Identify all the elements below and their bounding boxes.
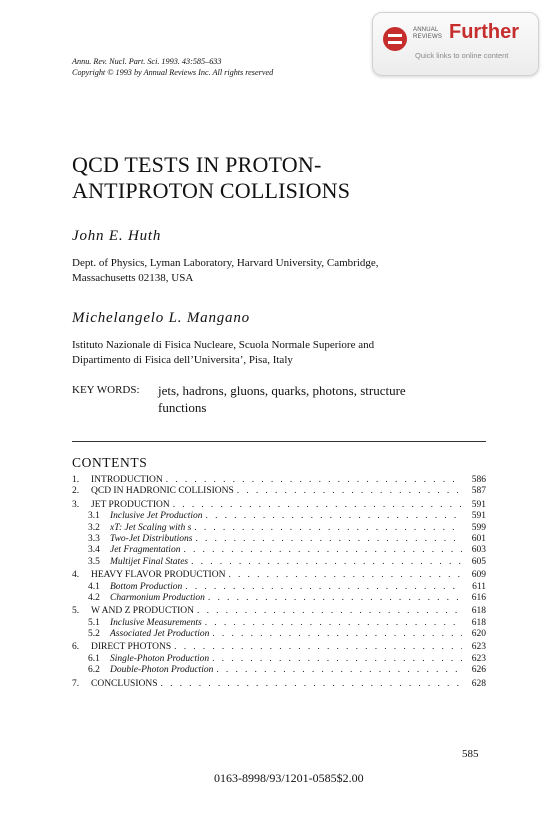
- toc-item-label: INTRODUCTION: [91, 475, 163, 485]
- toc-item-number: 5.2: [88, 629, 100, 640]
- toc-item-label: Associated Jet Production: [110, 629, 210, 640]
- toc-item-number: 4.1: [88, 581, 100, 592]
- toc-item-page: 591: [471, 499, 486, 510]
- further-badge[interactable]: [372, 12, 539, 76]
- toc-section-item[interactable]: [72, 606, 486, 617]
- toc-item-number: 6.1: [88, 653, 100, 664]
- toc-leader-dots: [195, 534, 462, 545]
- toc-leader-dots: [212, 654, 462, 665]
- table-of-contents: [72, 475, 486, 690]
- toc-item-number: 3.: [72, 499, 80, 510]
- toc-leader-dots: [185, 582, 462, 593]
- toc-leader-dots: [166, 475, 462, 486]
- toc-leader-dots: [174, 642, 462, 653]
- keywords-line: jets, hadrons, gluons, quarks, photons, structure: [158, 383, 406, 398]
- author-name-2: Michelangelo L. Mangano: [72, 310, 250, 326]
- toc-item-label: Charmonium Production: [110, 592, 205, 603]
- toc-item-number: 3.5: [88, 556, 100, 567]
- toc-item-page: 618: [471, 606, 486, 617]
- affiliation-line: Dipartimento di Fisica dell’Universita’, Pisa, Italy: [72, 354, 293, 366]
- affiliation-line: Istituto Nazionale di Fisica Nucleare, Scuola Normale Superiore and: [72, 339, 375, 351]
- toc-subsection-item[interactable]: [72, 557, 486, 568]
- toc-item-label: Two-Jet Distributions: [110, 533, 193, 544]
- author-affiliation-2: [72, 338, 374, 368]
- toc-section-item[interactable]: [72, 642, 486, 653]
- toc-leader-dots: [191, 557, 462, 568]
- toc-leader-dots: [212, 629, 462, 640]
- keywords-text: [158, 382, 468, 416]
- toc-leader-dots: [206, 511, 462, 522]
- toc-item-page: 601: [471, 533, 486, 544]
- keywords-label: KEY WORDS:: [72, 384, 140, 396]
- contents-heading: CONTENTS: [72, 455, 148, 470]
- author-name-1: John E. Huth: [72, 228, 162, 244]
- toc-leader-dots: [183, 545, 462, 556]
- toc-item-label: Bottom Production: [110, 581, 183, 592]
- journal-line: Annu. Rev. Nucl. Part. Sci. 1993. 43:585–633: [72, 57, 222, 66]
- toc-item-number: 6.2: [88, 665, 100, 676]
- toc-item-number: 4.: [72, 570, 80, 581]
- toc-item-number: 5.: [72, 606, 80, 617]
- toc-leader-dots: [228, 570, 462, 581]
- author-affiliation-1: [72, 256, 379, 286]
- toc-item-page: 591: [471, 511, 486, 522]
- toc-leader-dots: [237, 486, 462, 497]
- toc-item-label: Multijet Final States: [110, 556, 189, 567]
- toc-item-number: 2.: [72, 486, 80, 497]
- toc-leader-dots: [208, 593, 462, 604]
- toc-item-page: 620: [471, 629, 486, 640]
- badge-annual-text: ANNUAL: [413, 27, 439, 33]
- toc-item-page: 623: [471, 642, 486, 653]
- toc-item-number: 3.4: [88, 545, 100, 556]
- toc-item-page: 603: [471, 545, 486, 556]
- toc-leader-dots: [197, 606, 462, 617]
- toc-leader-dots: [205, 618, 462, 629]
- toc-subsection-item[interactable]: [72, 618, 486, 629]
- article-code: 0163-8998/93/1201-0585$2.00: [214, 771, 364, 785]
- toc-leader-dots: [161, 679, 462, 690]
- toc-leader-dots: [194, 523, 462, 534]
- toc-subsection-item[interactable]: [72, 523, 486, 534]
- toc-item-page: 586: [471, 475, 486, 485]
- paper-title: [72, 152, 350, 204]
- toc-leader-dots: [173, 500, 462, 511]
- badge-further-text: Further: [449, 21, 519, 43]
- toc-item-label: CONCLUSIONS: [91, 678, 158, 689]
- toc-section-item[interactable]: [72, 486, 486, 497]
- toc-item-number: 5.1: [88, 617, 100, 628]
- toc-subsection-item[interactable]: [72, 629, 486, 640]
- toc-item-page: 609: [471, 570, 486, 581]
- toc-item-number: 6.: [72, 642, 80, 653]
- section-divider: [72, 441, 486, 442]
- journal-citation: [72, 56, 273, 78]
- toc-subsection-item[interactable]: [72, 511, 486, 522]
- toc-item-label: Double-Photon Production: [110, 665, 214, 676]
- toc-leader-dots: [216, 665, 462, 676]
- toc-item-label: Inclusive Jet Production: [110, 511, 203, 522]
- toc-subsection-item[interactable]: [72, 534, 486, 545]
- toc-item-label: HEAVY FLAVOR PRODUCTION: [91, 570, 226, 581]
- toc-section-item[interactable]: [72, 475, 486, 486]
- toc-item-label: QCD IN HADRONIC COLLISIONS: [91, 486, 234, 497]
- toc-item-page: 618: [471, 617, 486, 628]
- badge-tagline: Quick links to online content: [415, 51, 509, 60]
- toc-item-page: 587: [471, 486, 486, 497]
- toc-item-page: 611: [472, 581, 486, 592]
- toc-section-item[interactable]: [72, 570, 486, 581]
- toc-item-label: W AND Z PRODUCTION: [91, 606, 195, 617]
- title-line-1: QCD TESTS IN PROTON-: [72, 152, 322, 177]
- copyright-line: Copyright © 1993 by Annual Reviews Inc. All rights reserved: [72, 68, 274, 77]
- toc-item-label: DIRECT PHOTONS: [91, 642, 172, 653]
- toc-item-page: 599: [471, 522, 486, 533]
- badge-publisher: [413, 27, 442, 41]
- toc-subsection-item[interactable]: [72, 593, 486, 604]
- toc-item-page: 626: [471, 665, 486, 676]
- toc-item-label: Inclusive Measurements: [110, 617, 202, 628]
- toc-section-item[interactable]: [72, 500, 486, 511]
- toc-item-label: Single-Photon Production: [110, 653, 210, 664]
- affiliation-line: Massachusetts 02138, USA: [72, 272, 194, 284]
- toc-item-number: 3.3: [88, 533, 100, 544]
- toc-item-number: 3.2: [88, 522, 100, 533]
- badge-reviews-text: REVIEWS: [413, 34, 443, 40]
- toc-item-page: 628: [471, 678, 486, 689]
- toc-item-page: 605: [471, 556, 486, 567]
- annual-reviews-logo-icon: [383, 27, 407, 51]
- toc-section-item[interactable]: [72, 679, 486, 690]
- toc-item-page: 623: [471, 653, 486, 664]
- toc-subsection-item[interactable]: [72, 665, 486, 676]
- toc-item-number: 3.1: [88, 511, 100, 522]
- toc-subsection-item[interactable]: [72, 545, 486, 556]
- toc-item-label: Jet Fragmentation: [110, 545, 181, 556]
- keywords-line: functions: [158, 400, 207, 415]
- page-number: 585: [462, 748, 479, 760]
- toc-item-number: 4.2: [88, 592, 100, 603]
- title-line-2: ANTIPROTON COLLISIONS: [72, 178, 351, 203]
- toc-item-label: JET PRODUCTION: [91, 499, 170, 510]
- toc-item-page: 616: [471, 592, 486, 603]
- toc-subsection-item[interactable]: [72, 582, 486, 593]
- toc-subsection-item[interactable]: [72, 654, 486, 665]
- toc-item-number: 7.: [72, 678, 80, 689]
- toc-item-label: xT: Jet Scaling with s: [110, 522, 192, 533]
- affiliation-line: Dept. of Physics, Lyman Laboratory, Harvard University, Cambridge,: [72, 257, 379, 269]
- toc-item-number: 1.: [72, 475, 80, 485]
